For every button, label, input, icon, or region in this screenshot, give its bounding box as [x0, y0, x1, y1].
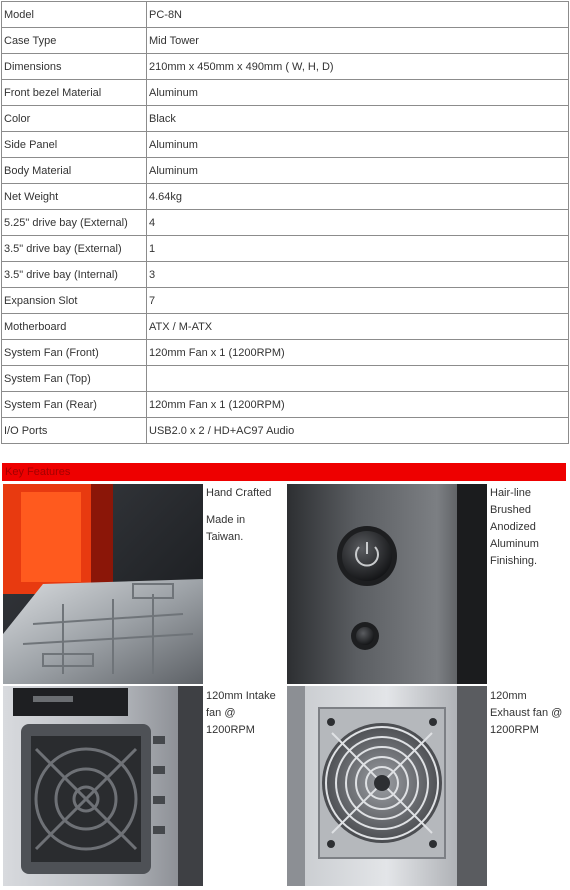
spec-row [2, 392, 569, 418]
spec-value: 120mm Fan x 1 (1200RPM) [147, 392, 569, 418]
spec-row [2, 418, 569, 444]
spec-row [2, 2, 569, 28]
spec-row [2, 28, 569, 54]
spec-value: Mid Tower [147, 28, 569, 54]
key-features-heading: Key Features [2, 463, 566, 481]
exhaust-fan-photo [287, 686, 487, 886]
spec-label: 5.25" drive bay (External) [2, 210, 147, 236]
spec-value: 210mm x 450mm x 490mm ( W, H, D) [147, 54, 569, 80]
spec-label: System Fan (Front) [2, 340, 147, 366]
hand-crafted-caption [206, 485, 282, 556]
spec-row [2, 80, 569, 106]
spec-value: Aluminum [147, 132, 569, 158]
spec-row [2, 262, 569, 288]
spec-value [147, 366, 569, 392]
spec-row [2, 158, 569, 184]
spec-value: Aluminum [147, 80, 569, 106]
spec-label: 3.5" drive bay (Internal) [2, 262, 147, 288]
spec-label: Expansion Slot [2, 288, 147, 314]
spec-value: 1 [147, 236, 569, 262]
spec-label: Case Type [2, 28, 147, 54]
spec-label: System Fan (Top) [2, 366, 147, 392]
specifications-table [1, 1, 569, 444]
exhaust-fan-caption: 120mm Exhaust fan @ 1200RPM [490, 690, 563, 736]
spec-value: 3 [147, 262, 569, 288]
spec-value: Black [147, 106, 569, 132]
spec-row [2, 184, 569, 210]
spec-row [2, 210, 569, 236]
spec-value: 7 [147, 288, 569, 314]
spec-label: Front bezel Material [2, 80, 147, 106]
spec-value: 4 [147, 210, 569, 236]
brushed-aluminum-caption: Hair-line Brushed Anodized Aluminum Finishing. [490, 487, 539, 567]
spec-label: Motherboard [2, 314, 147, 340]
made-in-taiwan-text: Made in Taiwan. [206, 514, 246, 543]
spec-value: Aluminum [147, 158, 569, 184]
brushed-aluminum-photo [287, 484, 487, 684]
spec-label: Model [2, 2, 147, 28]
spec-row [2, 288, 569, 314]
intake-fan-caption: 120mm Intake fan @ 1200RPM [206, 690, 276, 736]
intake-fan-photo [3, 686, 203, 886]
spec-label: Net Weight [2, 184, 147, 210]
hand-crafted-photo [3, 484, 203, 684]
spec-value: 120mm Fan x 1 (1200RPM) [147, 340, 569, 366]
spec-label: Body Material [2, 158, 147, 184]
spec-row [2, 106, 569, 132]
spec-value: ATX / M-ATX [147, 314, 569, 340]
spec-value: PC-8N [147, 2, 569, 28]
spec-row [2, 314, 569, 340]
spec-row [2, 366, 569, 392]
spec-label: 3.5" drive bay (External) [2, 236, 147, 262]
spec-row [2, 132, 569, 158]
spec-value: 4.64kg [147, 184, 569, 210]
spec-label: Color [2, 106, 147, 132]
spec-label: Dimensions [2, 54, 147, 80]
spec-label: System Fan (Rear) [2, 392, 147, 418]
spec-label: I/O Ports [2, 418, 147, 444]
spec-row [2, 340, 569, 366]
spec-row [2, 236, 569, 262]
spec-value: USB2.0 x 2 / HD+AC97 Audio [147, 418, 569, 444]
hand-crafted-text: Hand Crafted [206, 487, 272, 499]
spec-row [2, 54, 569, 80]
spec-label: Side Panel [2, 132, 147, 158]
